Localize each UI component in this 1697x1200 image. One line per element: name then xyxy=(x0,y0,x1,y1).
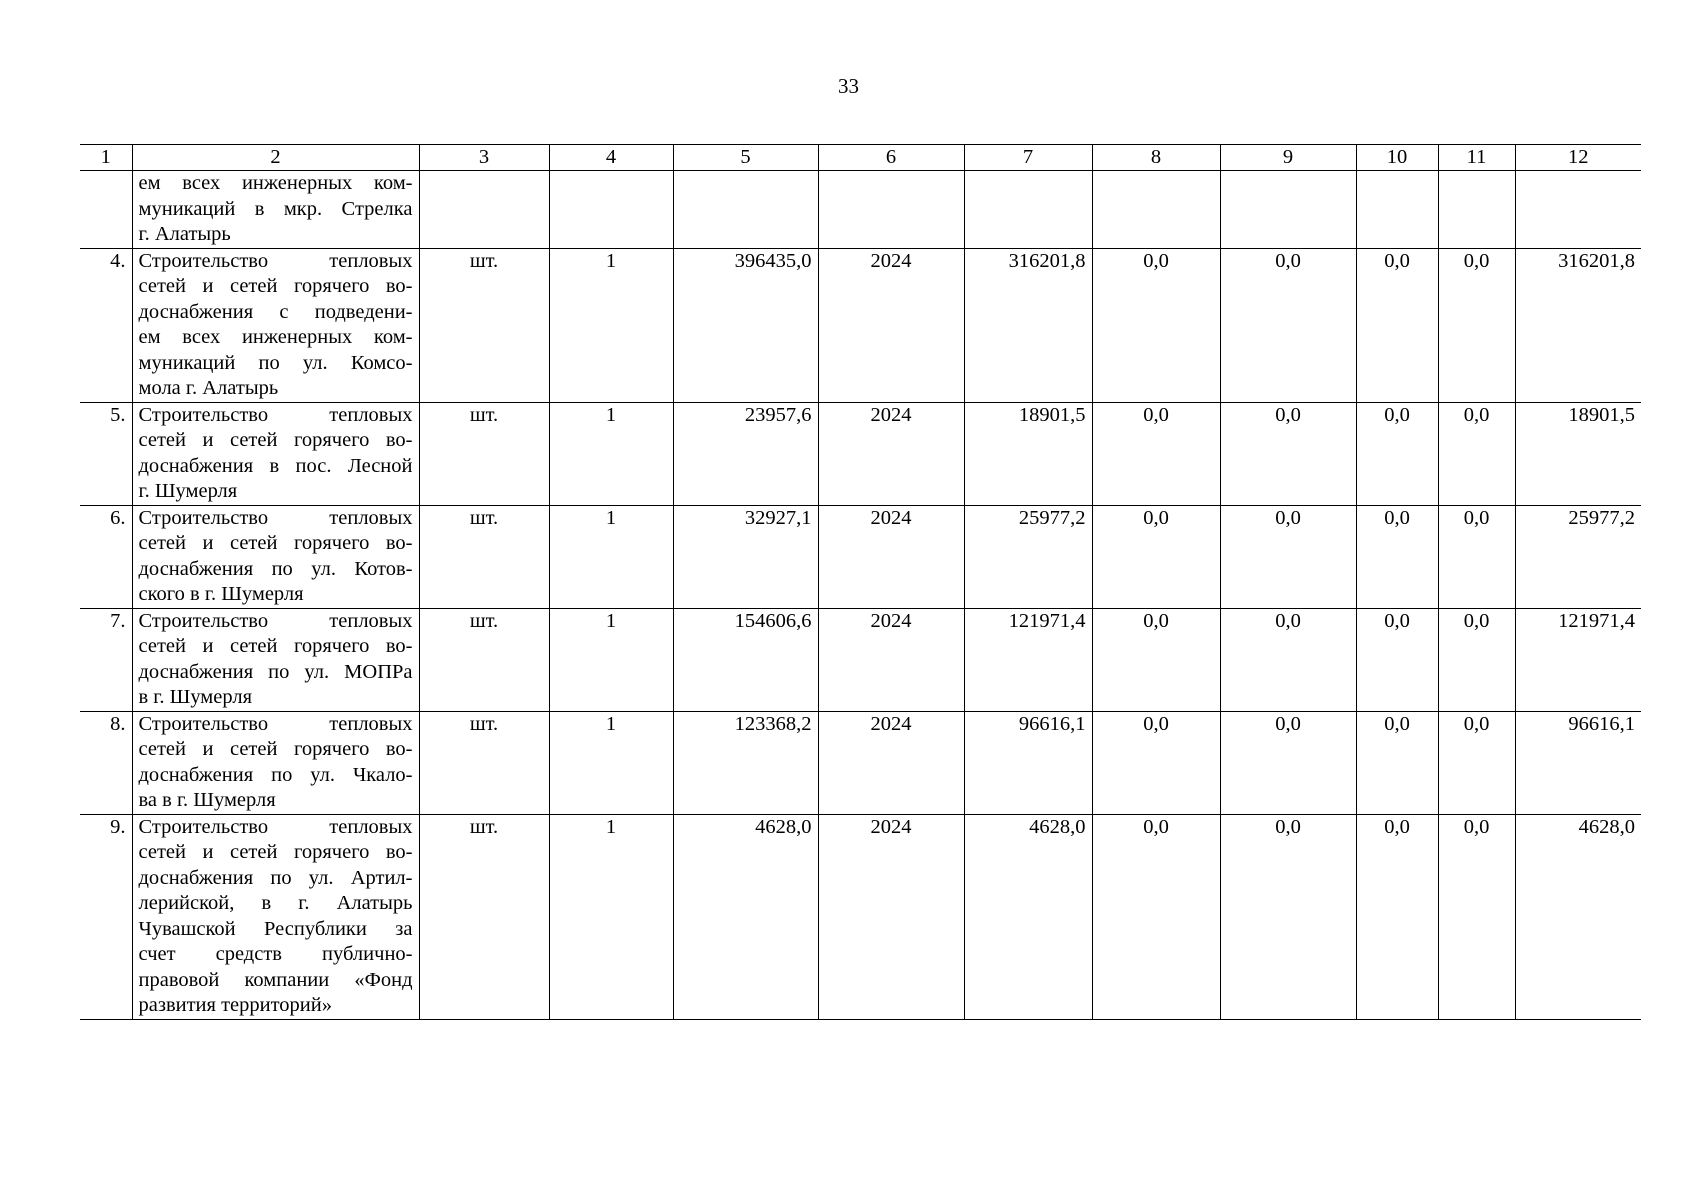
year-cell: 2024 xyxy=(818,402,964,505)
description-line: Строительство тепловых xyxy=(138,712,413,735)
description-line: Строительство тепловых xyxy=(138,249,413,272)
funding-cell-8: 0,0 xyxy=(1092,248,1220,402)
row-description xyxy=(132,814,419,1019)
total-funding-cell: 96616,1 xyxy=(964,711,1092,814)
row-number: 8. xyxy=(80,711,132,814)
cost-cell: 123368,2 xyxy=(673,711,818,814)
funding-cell-12 xyxy=(1515,171,1641,249)
table-row xyxy=(80,711,1641,814)
funding-cell-8: 0,0 xyxy=(1092,402,1220,505)
unit-cell: шт. xyxy=(419,402,549,505)
funding-cell-12: 4628,0 xyxy=(1515,814,1641,1019)
column-header: 6 xyxy=(818,145,964,171)
description-line: г. Алатырь xyxy=(138,223,231,245)
column-header: 12 xyxy=(1515,145,1641,171)
funding-cell-12: 25977,2 xyxy=(1515,505,1641,608)
table-row xyxy=(80,608,1641,711)
funding-cell-10: 0,0 xyxy=(1356,402,1438,505)
quantity-cell: 1 xyxy=(549,505,673,608)
description-line: сетей и сетей горячего во- xyxy=(138,532,413,554)
cost-cell: 154606,6 xyxy=(673,608,818,711)
description-line: сетей и сетей горячего во- xyxy=(138,275,413,297)
quantity-cell xyxy=(549,171,673,249)
funding-cell-10: 0,0 xyxy=(1356,505,1438,608)
column-header: 9 xyxy=(1220,145,1356,171)
description-line: ва в г. Шумерля xyxy=(138,789,276,811)
row-description xyxy=(132,608,419,711)
row-number: 7. xyxy=(80,608,132,711)
funding-cell-8: 0,0 xyxy=(1092,505,1220,608)
total-funding-cell: 25977,2 xyxy=(964,505,1092,608)
row-description xyxy=(132,402,419,505)
description-line: лерийской, в г. Алатырь xyxy=(138,892,413,914)
description-line: сетей и сетей горячего во- xyxy=(138,841,413,863)
funding-cell-9: 0,0 xyxy=(1220,402,1356,505)
table-header-row xyxy=(80,145,1641,171)
description-line: развития территорий» xyxy=(138,994,332,1016)
funding-cell-9: 0,0 xyxy=(1220,248,1356,402)
funding-cell-8: 0,0 xyxy=(1092,814,1220,1019)
description-line: ского в г. Шумерля xyxy=(138,583,304,605)
description-line: Строительство тепловых xyxy=(138,815,413,838)
description-line: доснабжения по ул. Чкало- xyxy=(138,763,413,786)
total-funding-cell: 4628,0 xyxy=(964,814,1092,1019)
quantity-cell: 1 xyxy=(549,814,673,1019)
row-number: 6. xyxy=(80,505,132,608)
column-header: 8 xyxy=(1092,145,1220,171)
cost-cell: 396435,0 xyxy=(673,248,818,402)
funding-cell-12: 96616,1 xyxy=(1515,711,1641,814)
description-line: г. Шумерля xyxy=(138,480,238,502)
row-description xyxy=(132,711,419,814)
funding-cell-9: 0,0 xyxy=(1220,711,1356,814)
funding-cell-10: 0,0 xyxy=(1356,608,1438,711)
funding-cell-12: 18901,5 xyxy=(1515,402,1641,505)
description-line: в г. Шумерля xyxy=(138,686,253,708)
unit-cell xyxy=(419,171,549,249)
description-line: правовой компании «Фонд xyxy=(138,968,413,991)
cost-cell: 23957,6 xyxy=(673,402,818,505)
column-header: 5 xyxy=(673,145,818,171)
cost-cell: 32927,1 xyxy=(673,505,818,608)
funding-cell-12: 121971,4 xyxy=(1515,608,1641,711)
funding-cell-10: 0,0 xyxy=(1356,711,1438,814)
funding-cell-8: 0,0 xyxy=(1092,711,1220,814)
funding-cell-11: 0,0 xyxy=(1438,608,1515,711)
table-row xyxy=(80,402,1641,505)
column-header: 3 xyxy=(419,145,549,171)
unit-cell: шт. xyxy=(419,711,549,814)
quantity-cell: 1 xyxy=(549,711,673,814)
total-funding-cell: 316201,8 xyxy=(964,248,1092,402)
description-line: Строительство тепловых xyxy=(138,506,413,529)
description-line: доснабжения по ул. Котов- xyxy=(138,557,413,580)
description-line: Чувашской Республики за xyxy=(138,917,413,940)
funding-cell-11: 0,0 xyxy=(1438,505,1515,608)
funding-cell-12: 316201,8 xyxy=(1515,248,1641,402)
column-header: 11 xyxy=(1438,145,1515,171)
year-cell: 2024 xyxy=(818,814,964,1019)
quantity-cell: 1 xyxy=(549,248,673,402)
column-header: 1 xyxy=(80,145,132,171)
unit-cell: шт. xyxy=(419,505,549,608)
row-number: 5. xyxy=(80,402,132,505)
column-header: 4 xyxy=(549,145,673,171)
description-line: муникаций по ул. Комсо- xyxy=(138,351,413,374)
column-header: 2 xyxy=(132,145,419,171)
funding-cell-9: 0,0 xyxy=(1220,814,1356,1019)
data-table xyxy=(80,144,1641,1020)
row-description xyxy=(132,505,419,608)
total-funding-cell: 18901,5 xyxy=(964,402,1092,505)
row-number xyxy=(80,171,132,249)
funding-cell-8 xyxy=(1092,171,1220,249)
description-line: счет средств публично- xyxy=(138,943,413,965)
unit-cell: шт. xyxy=(419,608,549,711)
table-row xyxy=(80,505,1641,608)
description-line: доснабжения с подведени- xyxy=(138,300,413,323)
funding-cell-11: 0,0 xyxy=(1438,711,1515,814)
row-number: 9. xyxy=(80,814,132,1019)
funding-cell-9: 0,0 xyxy=(1220,505,1356,608)
funding-cell-11 xyxy=(1438,171,1515,249)
unit-cell: шт. xyxy=(419,814,549,1019)
year-cell: 2024 xyxy=(818,505,964,608)
unit-cell: шт. xyxy=(419,248,549,402)
row-description xyxy=(132,171,419,249)
row-number: 4. xyxy=(80,248,132,402)
funding-cell-8: 0,0 xyxy=(1092,608,1220,711)
description-line: муникаций в мкр. Стрелка xyxy=(138,197,413,220)
table-row xyxy=(80,814,1641,1019)
cost-cell xyxy=(673,171,818,249)
description-line: ем всех инженерных ком- xyxy=(138,326,413,348)
funding-cell-11: 0,0 xyxy=(1438,248,1515,402)
year-cell: 2024 xyxy=(818,711,964,814)
description-line: сетей и сетей горячего во- xyxy=(138,635,413,657)
funding-cell-10 xyxy=(1356,171,1438,249)
funding-cell-11: 0,0 xyxy=(1438,402,1515,505)
description-line: доснабжения по ул. Артил- xyxy=(138,866,413,889)
column-header: 10 xyxy=(1356,145,1438,171)
description-line: доснабжения в пос. Лесной xyxy=(138,454,413,477)
year-cell xyxy=(818,171,964,249)
description-line: сетей и сетей горячего во- xyxy=(138,429,413,451)
description-line: мола г. Алатырь xyxy=(138,377,279,399)
funding-cell-9: 0,0 xyxy=(1220,608,1356,711)
year-cell: 2024 xyxy=(818,608,964,711)
description-line: ем всех инженерных ком- xyxy=(138,172,413,194)
row-description xyxy=(132,248,419,402)
description-line: Строительство тепловых xyxy=(138,609,413,632)
cost-cell: 4628,0 xyxy=(673,814,818,1019)
table-row xyxy=(80,248,1641,402)
funding-cell-10: 0,0 xyxy=(1356,814,1438,1019)
column-header: 7 xyxy=(964,145,1092,171)
description-line: Строительство тепловых xyxy=(138,403,413,426)
year-cell: 2024 xyxy=(818,248,964,402)
total-funding-cell: 121971,4 xyxy=(964,608,1092,711)
table-row xyxy=(80,171,1641,249)
description-line: доснабжения по ул. МОПРа xyxy=(138,660,413,683)
funding-cell-10: 0,0 xyxy=(1356,248,1438,402)
page-number: 33 xyxy=(838,74,859,98)
quantity-cell: 1 xyxy=(549,608,673,711)
quantity-cell: 1 xyxy=(549,402,673,505)
funding-cell-11: 0,0 xyxy=(1438,814,1515,1019)
total-funding-cell xyxy=(964,171,1092,249)
funding-cell-9 xyxy=(1220,171,1356,249)
description-line: сетей и сетей горячего во- xyxy=(138,738,413,760)
